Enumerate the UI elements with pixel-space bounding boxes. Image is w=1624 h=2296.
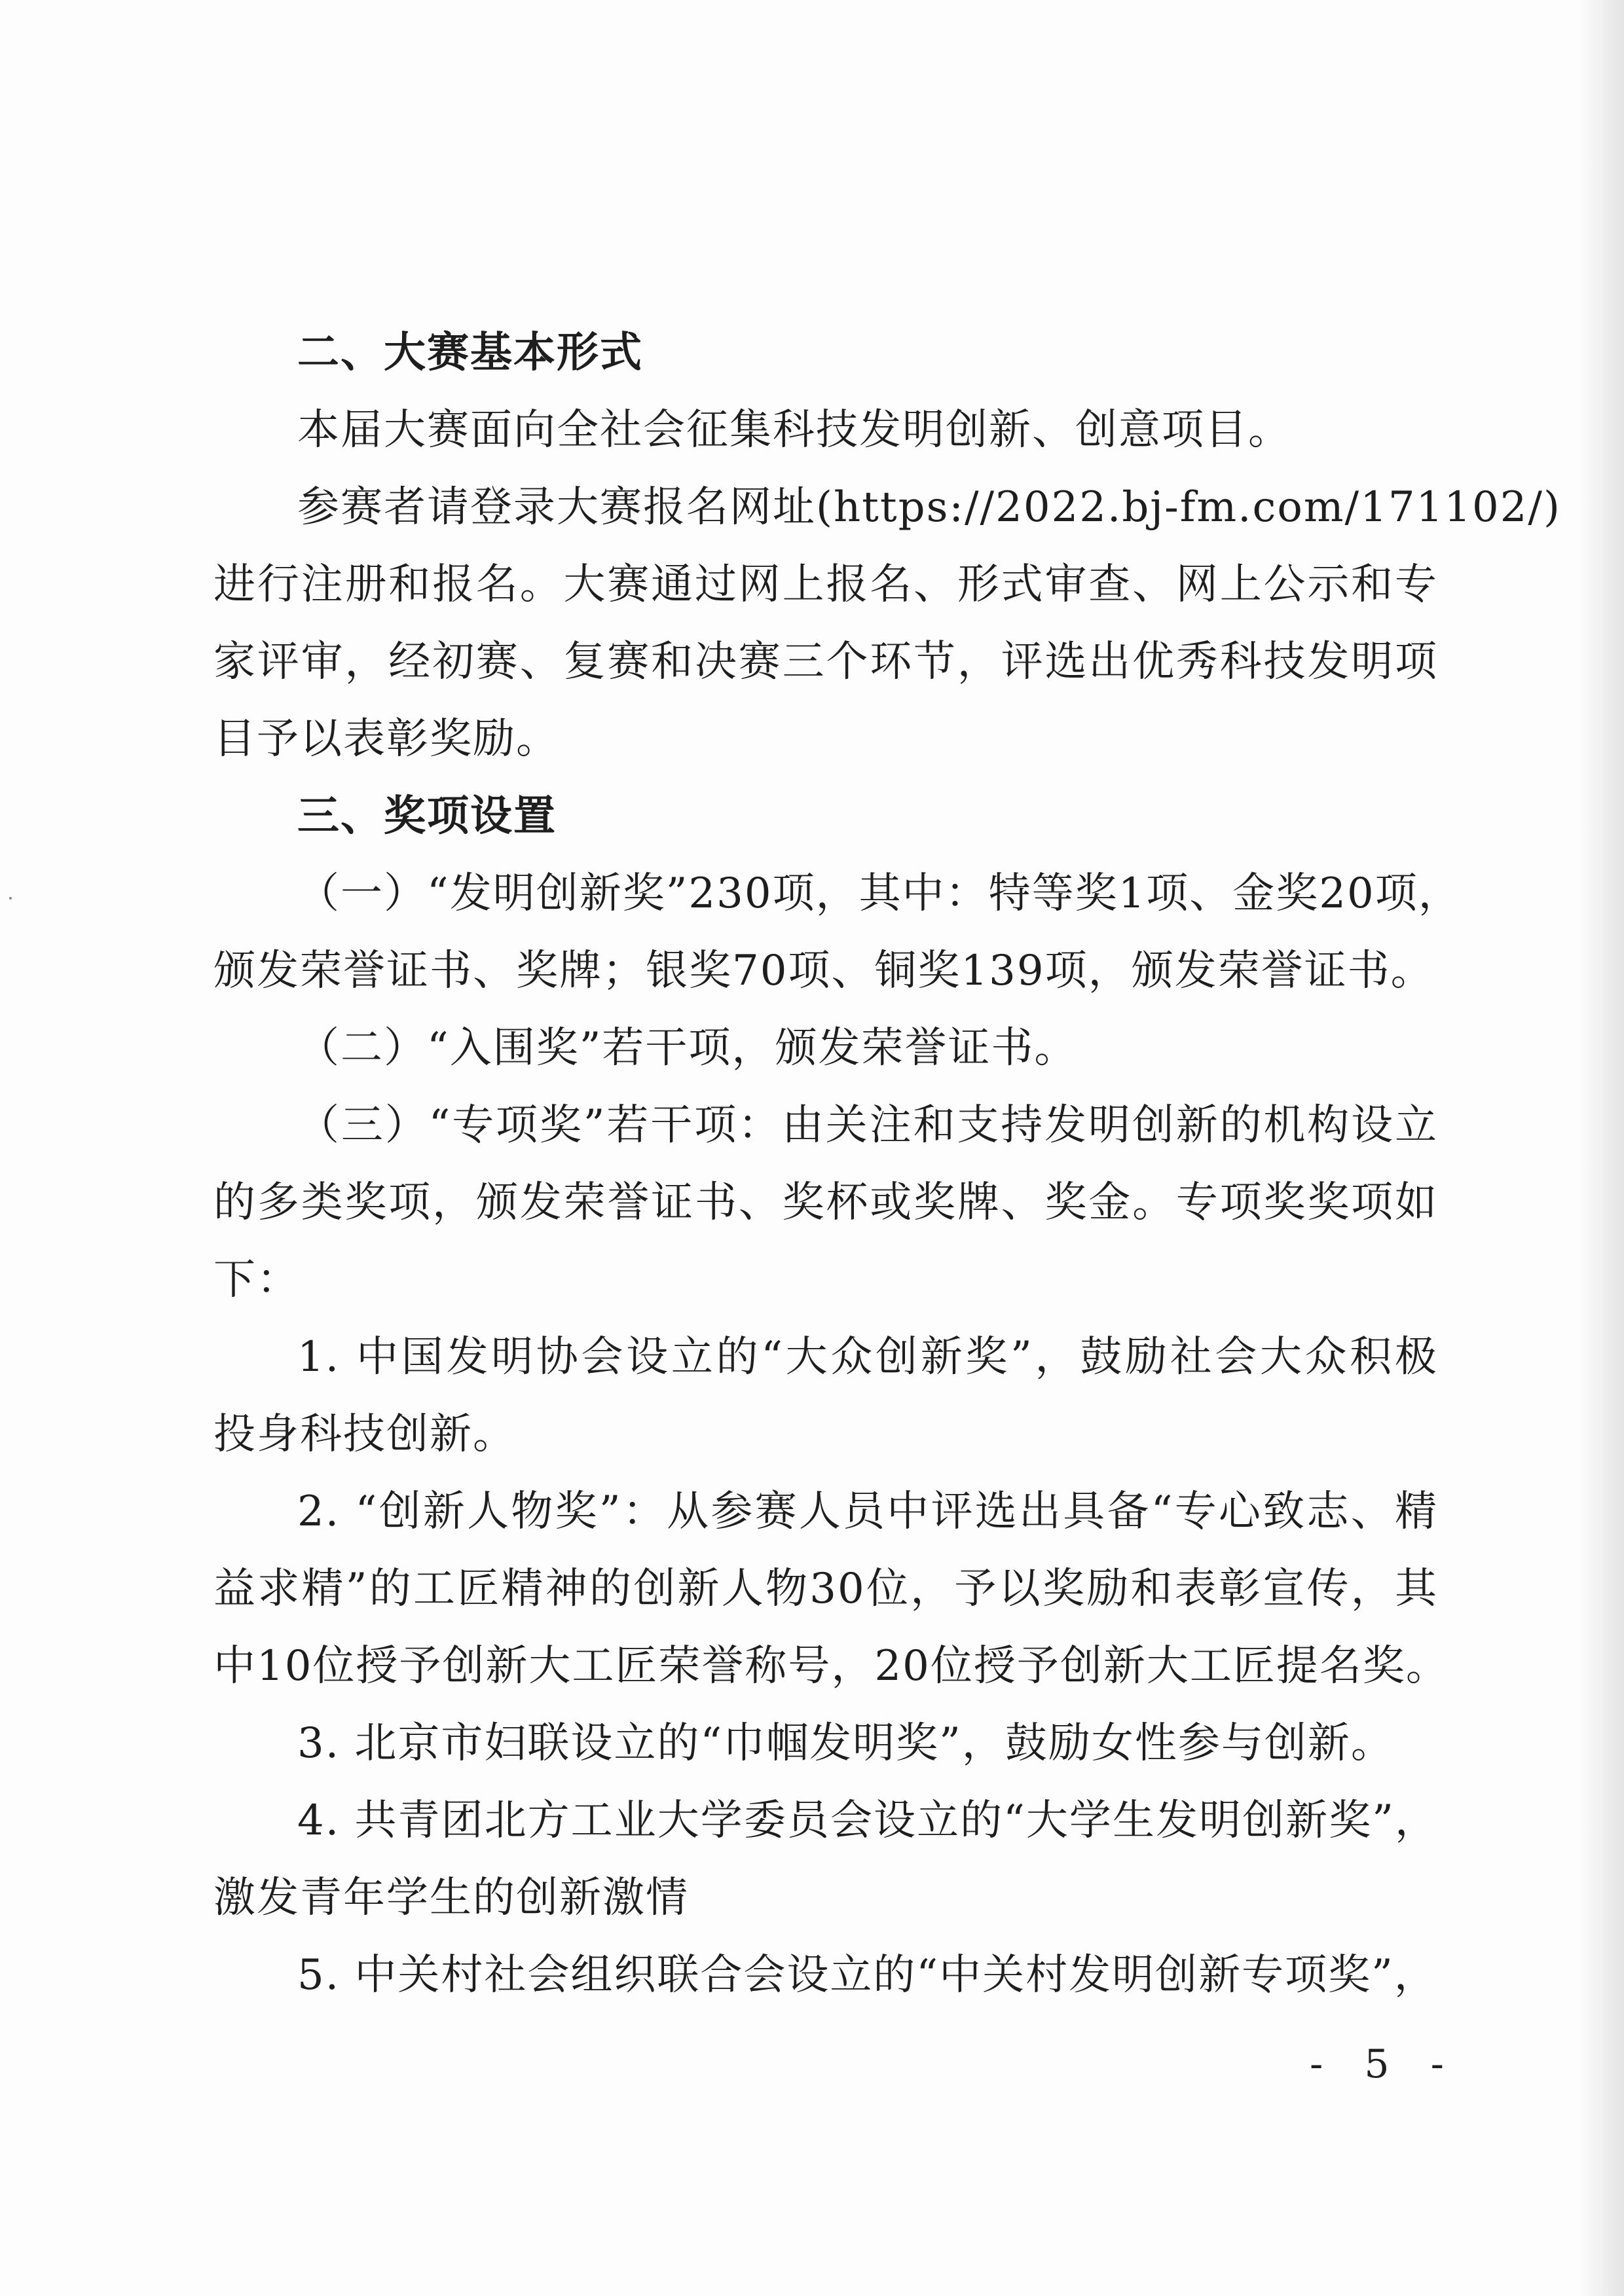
list-item: 5. 中关村社会组织联合会设立的“中关村发明创新专项奖”，	[297, 1951, 1437, 1999]
list-item-line: 益求精”的工匠精神的创新人物30位，予以奖励和表彰宣传，其	[213, 1565, 1438, 1613]
paragraph-line: 进行注册和报名。大赛通过网上报名、形式审查、网上公示和专	[213, 560, 1438, 609]
paragraph-line: （一）“发明创新奖”230项，其中：特等奖1项、金奖20项，	[297, 869, 1462, 918]
scan-speck	[9, 897, 12, 900]
paragraph-line: 的多类奖项，颁发荣誉证书、奖杯或奖牌、奖金。专项奖奖项如	[213, 1178, 1438, 1227]
list-item-line: 中10位授予创新大工匠荣誉称号，20位授予创新大工匠提名奖。	[213, 1642, 1449, 1690]
paragraph-line: 参赛者请登录大赛报名网址(https://2022.bj-fm.com/171102/)	[297, 483, 1561, 532]
scan-edge-shadow	[1578, 0, 1624, 2296]
paragraph-line: （三）“专项奖”若干项：由关注和支持发明创新的机构设立	[297, 1101, 1438, 1150]
list-item-line: 激发青年学生的创新激情	[213, 1874, 689, 1922]
paragraph-line: 下：	[213, 1256, 300, 1304]
page-number: - 5 -	[1310, 2041, 1458, 2087]
section-heading-3: 三、奖项设置	[297, 792, 557, 841]
paragraph-line: 家评审，经初赛、复赛和决赛三个环节，评选出优秀科技发明项	[213, 638, 1438, 686]
list-item-line: 4. 共青团北方工业大学委员会设立的“大学生发明创新奖”，	[297, 1796, 1438, 1845]
paragraph-line: 目予以表彰奖励。	[213, 715, 559, 763]
paragraph-line: 颁发荣誉证书、奖牌；银奖70项、铜奖139项，颁发荣誉证书。	[213, 947, 1434, 995]
paragraph: （二）“入围奖”若干项，颁发荣誉证书。	[297, 1024, 1078, 1072]
list-item-line: 1. 中国发明协会设立的“大众创新奖”，鼓励社会大众积极	[297, 1333, 1438, 1381]
document-body	[213, 314, 1561, 2014]
list-item-line: 投身科技创新。	[213, 1410, 516, 1459]
list-item: 3. 北京市妇联设立的“巾帼发明奖”，鼓励女性参与创新。	[297, 1719, 1394, 1768]
section-heading-2: 二、大赛基本形式	[297, 329, 643, 377]
list-item-line: 2. “创新人物奖”：从参赛人员中评选出具备“专心致志、精	[297, 1487, 1438, 1536]
paragraph: 本届大赛面向全社会征集科技发明创新、创意项目。	[297, 406, 1291, 454]
